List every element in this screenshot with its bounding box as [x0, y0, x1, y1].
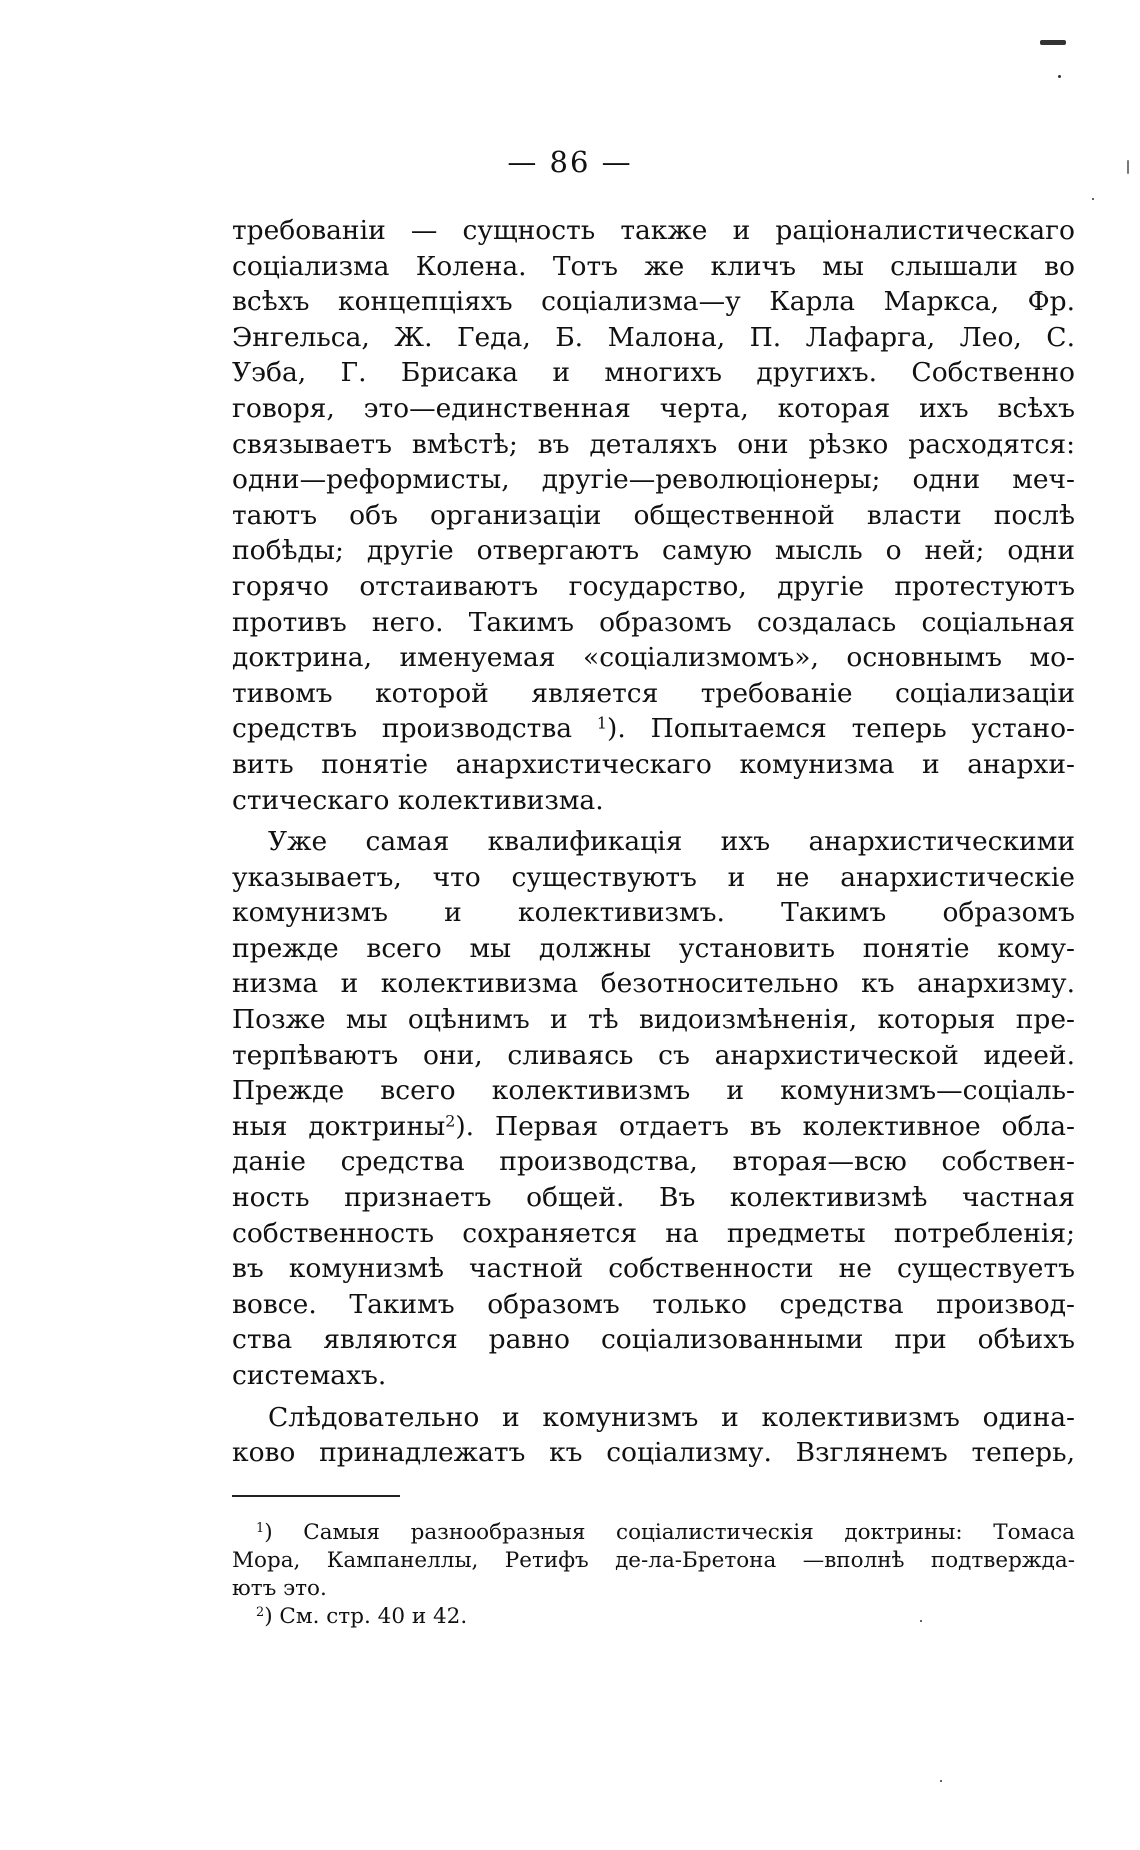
footnote-line: ютъ это. — [232, 1576, 327, 1601]
text-line: ково принадлежатъ къ соціализму. Взглянемъ теперь, — [232, 1437, 1075, 1469]
scan-speck — [1040, 40, 1066, 45]
main-text — [232, 213, 1075, 1471]
text-line: терпѣваютъ они, сливаясь съ анархистической идеей. — [232, 1039, 1075, 1071]
text-line: въ комунизмѣ частной собственности не существуетъ — [232, 1253, 1075, 1285]
text-line: Слѣдовательно и комунизмъ и колективизмъ одина- — [268, 1401, 1075, 1433]
scan-speck — [920, 1620, 922, 1622]
text-line: прежде всего мы должны установить понятіе кому- — [232, 932, 1075, 964]
scan-speck — [1127, 160, 1129, 174]
text-line: связываетъ вмѣстѣ; въ деталяхъ они рѣзко расходятся: — [232, 428, 1075, 460]
text-line: Уэба, Г. Брисака и многихъ другихъ. Собственно — [232, 357, 1075, 389]
text-run: ). Попытаемся теперь устано- — [607, 713, 1075, 745]
text-line: ства являются равно соціализованными при обѣихъ — [232, 1324, 1075, 1356]
text-run: ). Первая отдаетъ въ колективное обла- — [455, 1110, 1075, 1142]
footnote-marker: 2 — [256, 1604, 265, 1620]
footnote-separator — [232, 1495, 400, 1497]
text-line: соціализма Колена. Тотъ же кличъ мы слышали во — [232, 250, 1075, 282]
text-run: ныя доктрины — [232, 1110, 446, 1142]
text-line: стическаго колективизма. — [232, 784, 604, 816]
text-line: говоря, это—единственная черта, которая ихъ всѣхъ — [232, 392, 1075, 424]
text-line-with-footnote-ref — [232, 711, 1075, 747]
footnotes — [232, 1519, 1075, 1631]
footnote-marker: 1 — [256, 1520, 265, 1536]
footnote-ref[interactable]: 1 — [596, 713, 608, 733]
scan-speck — [1058, 75, 1061, 78]
text-line: комунизмъ и колективизмъ. Такимъ образомъ — [232, 897, 1075, 929]
text-line: всѣхъ концепціяхъ соціализма—у Карла Маркса, Фр. — [232, 286, 1075, 318]
text-line: системахъ. — [232, 1360, 387, 1391]
text-line: вовсе. Такимъ образомъ только средства производ- — [232, 1288, 1075, 1320]
text-line: таютъ объ организаціи общественной власти послѣ — [232, 499, 1075, 531]
footnote-line: Мора, Кампанеллы, Ретифъ де-ла-Бретона —вполнѣ подтвержда- — [232, 1548, 1075, 1573]
text-line: побѣды; другіе отвергаютъ самую мысль о ней; одни — [232, 535, 1075, 567]
text-line: требованіи — сущность также и раціоналистическаго — [232, 215, 1075, 246]
page-number: — 86 — — [507, 145, 633, 179]
text-line: доктрина, именуемая «соціализмомъ», основнымъ мо- — [232, 642, 1075, 674]
scan-speck — [940, 1780, 942, 1782]
text-line: Уже самая квалификація ихъ анархистическими — [268, 826, 1075, 858]
footnote-text: ) См. стр. 40 и 42. — [264, 1604, 468, 1629]
text-line: одни—реформисты, другіе—революціонеры; одни меч- — [232, 464, 1075, 496]
text-line: тивомъ которой является требованіе соціализаціи — [232, 677, 1075, 709]
text-run: средствъ производства — [232, 713, 597, 745]
footnote-ref[interactable]: 2 — [445, 1111, 456, 1131]
text-line: вить понятіе анархистическаго комунизма и анархи- — [232, 748, 1075, 780]
text-line-with-footnote-ref — [232, 1109, 1075, 1145]
footnote-1 — [232, 1519, 1075, 1547]
text-line: Позже мы оцѣнимъ и тѣ видоизмѣненія, которыя пре- — [232, 1004, 1075, 1036]
text-line: даніе средства производства, вторая—всю собствен- — [232, 1146, 1075, 1178]
text-line: указываетъ, что существуютъ и не анархистическіе — [232, 861, 1075, 893]
scan-speck — [1092, 198, 1094, 200]
footnote-text: ) Самыя разнообразныя соціалистическія доктрины: Томаса — [264, 1520, 1075, 1545]
text-line: низма и колективизма безотносительно къ анархизму. — [232, 968, 1075, 1000]
text-line: собственность сохраняется на предметы потребленія; — [232, 1217, 1075, 1249]
text-line: Прежде всего колективизмъ и комунизмъ—соціаль- — [232, 1075, 1075, 1107]
text-line: противъ него. Такимъ образомъ создалась соціальная — [232, 606, 1075, 638]
text-line: Энгельса, Ж. Геда, Б. Малона, П. Лафарга, Лео, С. — [232, 321, 1075, 353]
text-line: горячо отстаиваютъ государство, другіе протестуютъ — [232, 570, 1075, 602]
footnote-2 — [232, 1603, 1075, 1631]
text-line: ность признаетъ общей. Въ колективизмѣ частная — [232, 1182, 1075, 1214]
